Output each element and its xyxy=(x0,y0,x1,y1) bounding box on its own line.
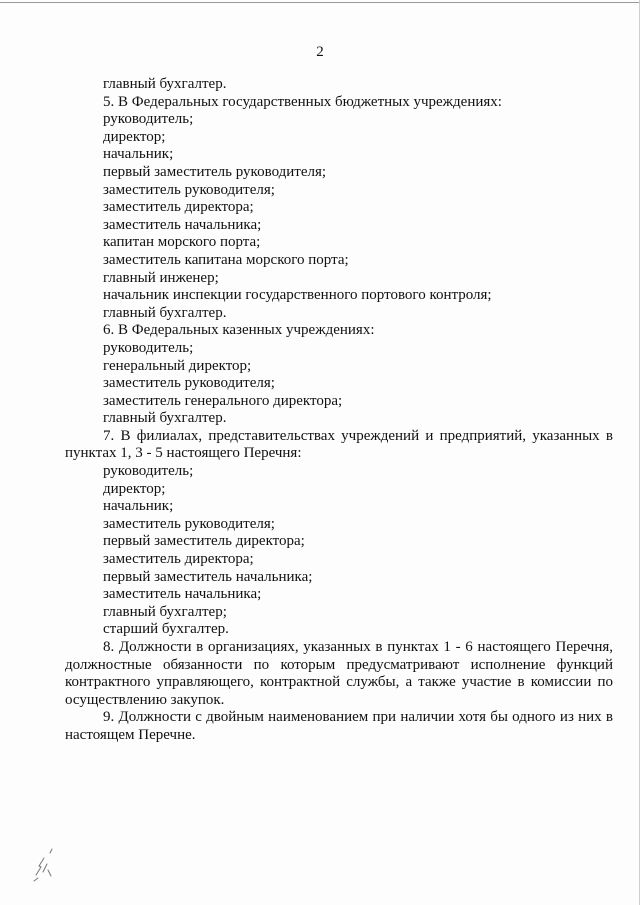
section-heading-6: 6. В Федеральных казенных учреждениях: xyxy=(103,322,375,339)
list-item: первый заместитель руководителя; xyxy=(103,163,327,180)
list-item: заместитель руководителя; xyxy=(103,181,275,198)
list-item: директор; xyxy=(103,128,166,145)
list-item: главный бухгалтер. xyxy=(103,76,227,92)
list-item: первый заместитель директора; xyxy=(103,533,305,550)
section-heading-5: 5. В Федеральных государственных бюджетных учреждениях: xyxy=(103,93,502,110)
list-item: заместитель капитана морского порта; xyxy=(103,251,349,268)
list-item: первый заместитель начальника; xyxy=(103,568,313,585)
page-number: 2 xyxy=(316,44,324,60)
list-item: заместитель руководителя; xyxy=(103,515,275,532)
paragraph-8: 8. Должности в организациях, указанных в пунктах 1 - 6 настоящего Перечня, должностные обязанности по которым предусматривают исполнение функций контрактного управляющего, контрактной службы, а также участие в комиссии по осуществлению закупок. xyxy=(65,639,613,708)
list-item: начальник; xyxy=(103,498,174,515)
list-item: главный бухгалтер. xyxy=(103,410,227,427)
list-item: руководитель; xyxy=(103,339,194,356)
paragraph-7: 7. В филиалах, представительствах учреждений и предприятий, указанных в пунктах 1, 3 - 5 настоящего Перечня: xyxy=(65,427,613,462)
list-item: руководитель; xyxy=(103,463,194,480)
list-item: главный бухгалтер; xyxy=(103,603,227,620)
list-item: генеральный директор; xyxy=(103,357,252,374)
list-item: заместитель руководителя; xyxy=(103,375,275,392)
scan-top-edge xyxy=(0,2,640,3)
list-item: заместитель начальника; xyxy=(103,216,262,233)
list-item: заместитель генерального директора; xyxy=(103,392,343,409)
list-item: заместитель начальника; xyxy=(103,586,262,603)
list-item: старший бухгалтер. xyxy=(103,621,229,638)
list-item: заместитель директора; xyxy=(103,551,254,568)
handwritten-mark xyxy=(30,845,60,885)
list-item: главный бухгалтер. xyxy=(103,304,227,321)
list-item: руководитель; xyxy=(103,111,194,128)
paragraph-9: 9. Должности с двойным наименованием при наличии хотя бы одного из них в настоящем Перечне. xyxy=(65,709,613,743)
list-item: директор; xyxy=(103,480,166,497)
list-item: капитан морского порта; xyxy=(103,234,261,251)
list-item: главный инженер; xyxy=(103,269,219,286)
list-item: начальник; xyxy=(103,146,174,163)
document-body xyxy=(65,76,613,745)
list-item: начальник инспекции государственного портового контроля; xyxy=(103,287,492,304)
list-item: заместитель директора; xyxy=(103,199,254,216)
